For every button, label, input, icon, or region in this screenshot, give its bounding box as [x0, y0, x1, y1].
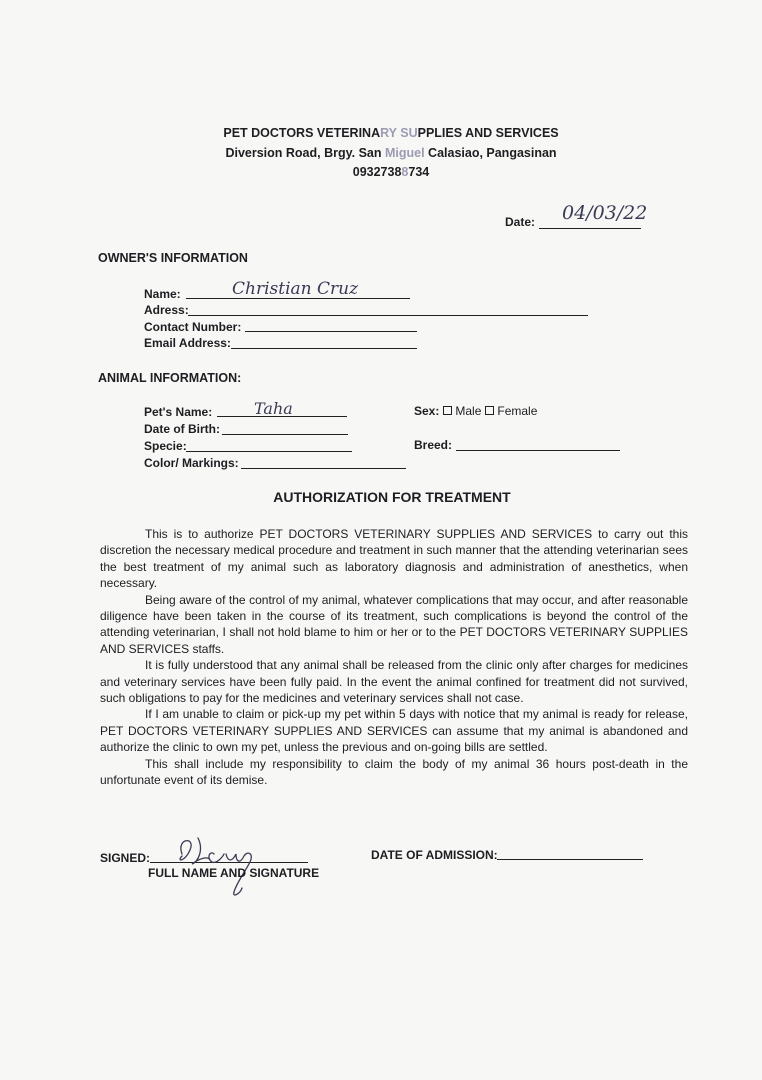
phone-redacted: 8 — [401, 165, 409, 179]
phone-part: 0932738 — [352, 165, 402, 179]
date-value[interactable]: 04/03/22 — [562, 202, 648, 224]
owner-address-line[interactable] — [188, 315, 588, 316]
pet-name-value[interactable]: Taha — [254, 399, 293, 418]
sex-field — [414, 404, 537, 418]
authorization-paragraph: If I am unable to claim or pick-up my pet within 5 days with notice that my animal is ready for release, PET DOCTORS VETERINARY SUPPLIES AND SERVICES can assume that my animal is abandoned and authorize the clinic to own my pet, unless the previous and on-going bills are settled. — [100, 707, 688, 755]
date-of-admission-label: DATE OF ADMISSION: — [371, 848, 498, 862]
company-name-part: PPLIES AND SERVICES — [417, 126, 559, 140]
owner-name-label: Name: — [144, 287, 181, 301]
owner-email-line[interactable] — [231, 348, 417, 349]
male-checkbox[interactable] — [443, 406, 452, 415]
company-name-redacted: RY SU — [380, 126, 418, 140]
company-name-part: PET DOCTORS VETERINA — [223, 126, 381, 140]
company-name — [0, 126, 762, 140]
full-name-signature-label: FULL NAME AND SIGNATURE — [148, 866, 320, 880]
address-part: Diversion Road, Brgy. San — [225, 146, 385, 160]
address-redacted: Miguel — [384, 146, 425, 160]
date-label: Date: — [505, 215, 536, 229]
owner-address-label: Adress: — [144, 303, 189, 317]
authorization-paragraph: This shall include my responsibility to claim the body of my animal 36 hours post-death in the unfortunate event of its demise. — [100, 756, 688, 788]
authorization-title: AUTHORIZATION FOR TREATMENT — [273, 489, 511, 505]
dob-line[interactable] — [222, 434, 348, 435]
dob-label: Date of Birth: — [144, 422, 220, 436]
pet-name-label: Pet's Name: — [144, 405, 213, 419]
specie-line[interactable] — [186, 451, 352, 452]
date-of-admission-line[interactable] — [497, 859, 643, 860]
phone-part: 734 — [408, 165, 430, 179]
authorization-paragraph: It is fully understood that any animal shall be released from the clinic only after charges for medicines and veterinary services have been fully paid. In the event the animal confined for treatment did not survived, such obligations to pay for the medicines and veterinary services shall not case. — [100, 658, 688, 706]
owner-heading: OWNER'S INFORMATION — [98, 251, 248, 265]
authorization-body — [100, 526, 688, 789]
owner-email-label: Email Address: — [144, 336, 231, 350]
color-markings-line[interactable] — [241, 468, 406, 469]
animal-heading: ANIMAL INFORMATION: — [98, 371, 242, 385]
color-markings-label: Color/ Markings: — [144, 456, 239, 470]
owner-contact-line[interactable] — [245, 331, 417, 332]
company-address — [0, 146, 762, 160]
breed-label: Breed: — [414, 438, 453, 452]
authorization-paragraph: Being aware of the control of my animal, whatever complications that may occur, and after reasonable diligence have been taken in the course of its treatment, such complications is beyond the control of the attending veterinarian, I shall not hold blame to him or her or to the PET DOCTORS VETERINARY SUPPLIES AND SERVICES staffs. — [100, 592, 688, 656]
sex-label: Sex: — [414, 404, 440, 418]
signed-label: SIGNED: — [100, 851, 151, 865]
owner-name-value[interactable]: Christian Cruz — [232, 279, 359, 299]
specie-label: Specie: — [144, 439, 187, 453]
owner-contact-label: Contact Number: — [144, 320, 242, 334]
male-option-label: Male — [455, 404, 482, 418]
address-part: Calasiao, Pangasinan — [424, 146, 557, 160]
breed-line[interactable] — [456, 450, 620, 451]
female-checkbox[interactable] — [485, 406, 494, 415]
date-line — [539, 228, 641, 229]
company-phone — [0, 165, 762, 179]
authorization-paragraph: This is to authorize PET DOCTORS VETERINARY SUPPLIES AND SERVICES to carry out this discretion the necessary medical procedure and treatment in such manner that the attending veterinarian sees the best treatment of my animal such as laboratory diagnosis and administration of anesthetics, when necessary. — [100, 527, 688, 591]
female-option-label: Female — [497, 404, 538, 418]
